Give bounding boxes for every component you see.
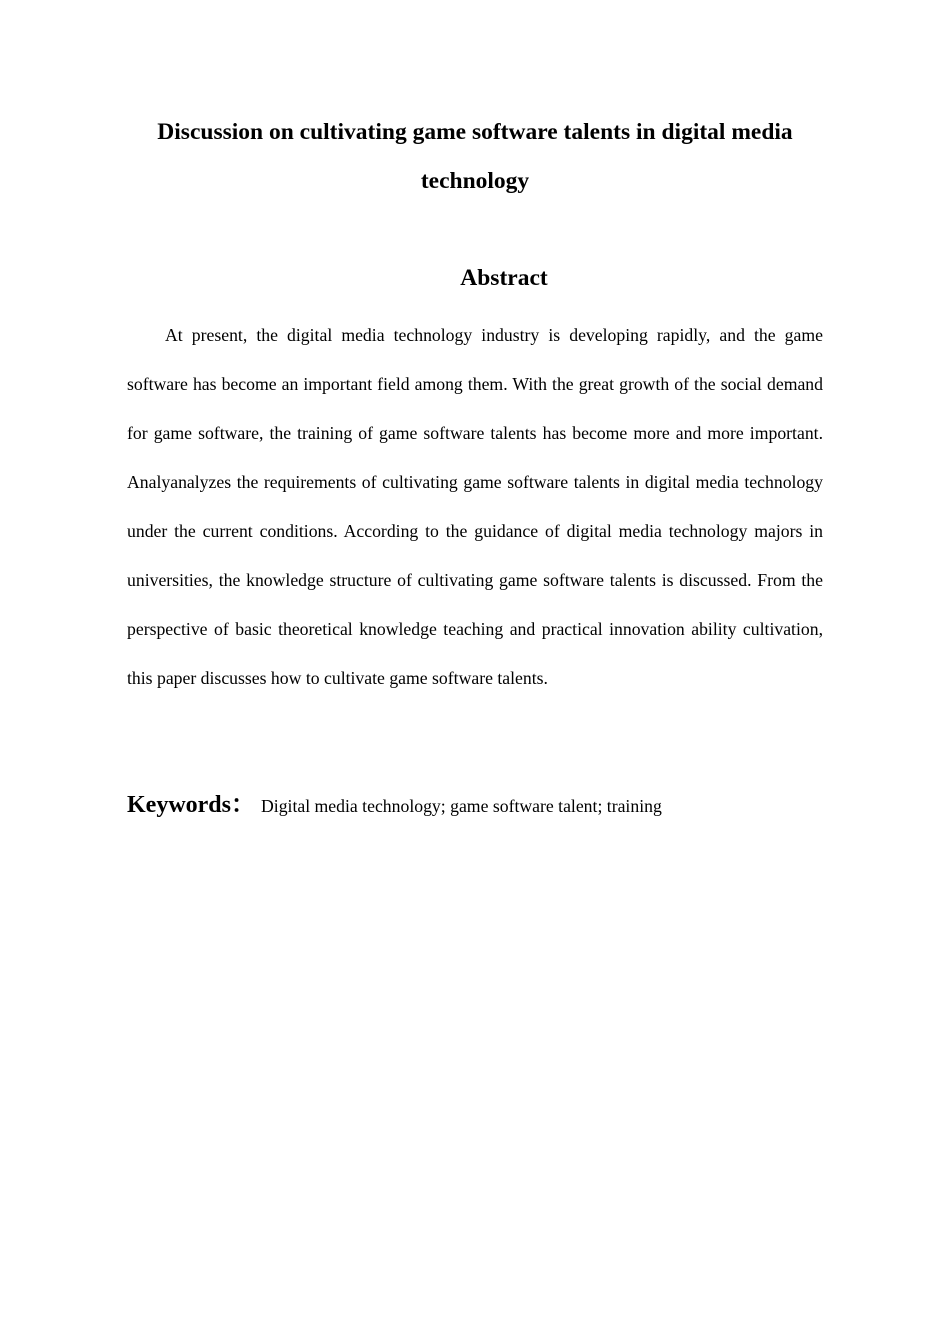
- keywords-label: Keywords: [127, 792, 231, 818]
- keywords-text: Digital media technology; game software talent; training: [261, 796, 662, 816]
- keywords-line: [127, 782, 827, 831]
- keywords-separator: ：: [231, 792, 255, 818]
- abstract-heading: Abstract: [460, 265, 548, 291]
- abstract-body: At present, the digital media technology industry is developing rapidly, and the game software has become an important field among them. With the great growth of the social demand for game software, the training of game software talents has become more and more important. Analyanalyzes the requirements of cultivating game software talents in digital media technology under the current conditions. According to the guidance of digital media technology majors in universities, the knowledge structure of cultivating game software talents is discussed. From the perspective of basic theoretical knowledge teaching and practical innovation ability cultivation, this paper discusses how to cultivate game software talents.: [127, 325, 823, 688]
- paper-title: Discussion on cultivating game software talents in digital media technology: [157, 119, 793, 194]
